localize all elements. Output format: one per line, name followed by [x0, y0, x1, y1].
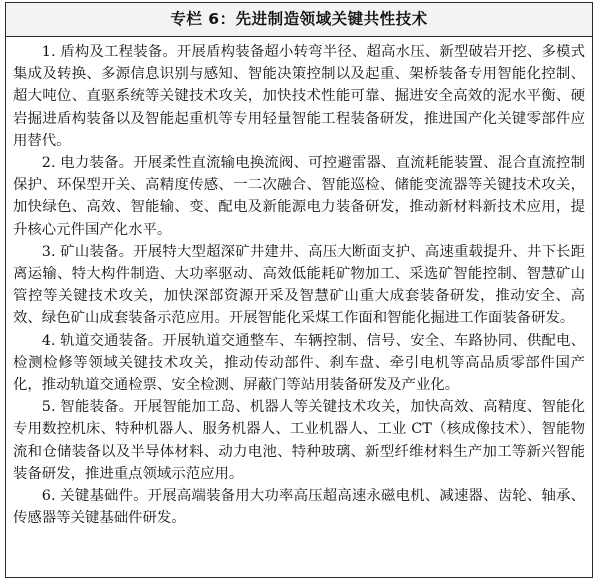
feature-box	[5, 2, 593, 578]
paragraph-power-equipment: 2. 电力装备。开展柔性直流输电换流阀、可控避雷器、直流耗能装置、混合直流控制保护、环保型开关、高精度传感、一二次融合、智能巡检、储能变流器等关键技术攻关，加快绿色、高效、智能输、变、配电及新能源电力装备研发，推动新材料新技术应用，提升核心元件国产化水平。	[13, 155, 585, 238]
box-body	[6, 37, 592, 529]
paragraph-rail-transit: 4. 轨道交通装备。开展轨道交通整车、车辆控制、信号、安全、车路协同、供配电、检测检修等领域关键技术攻关，推动传动部件、刹车盘、牵引电机等高品质零部件国产化，推动轨道交通检票、安全检测、屏蔽门等站用装备研发及产业化。	[13, 332, 585, 394]
box-title: 专栏 6：先进制造领域关键共性技术	[6, 3, 592, 37]
paragraph-shield-tunneling: 1. 盾构及工程装备。开展盾构装备超小转弯半径、超高水压、新型破岩开挖、多模式集成及转换、多源信息识别与感知、智能决策控制以及起重、架桥装备专用智能化控制、超大吨位、直驱系统等关键技术攻关，加快技术性能可靠、掘进安全高效的泥水平衡、硬岩掘进盾构装备以及智能起重机等专用轻量智能工程装备研发，推进国产化关键零部件应用替代。	[13, 44, 585, 149]
paragraph-mining-equipment: 3. 矿山装备。开展特大型超深矿井建井、高压大断面支护、高速重载提升、井下长距离运输、特大构件制造、大功率驱动、高效低能耗矿物加工、采选矿智能控制、智慧矿山管控等关键技术攻关，加快深部资源开采及智慧矿山重大成套装备研发，推动安全、高效、绿色矿山成套装备示范应用。开展智能化采煤工作面和智能化掘进工作面装备研发。	[13, 243, 585, 327]
paragraph-key-components: 6. 关键基础件。开展高端装备用大功率高压超高速永磁电机、减速器、齿轮、轴承、传感器等关键基础件研发。	[13, 488, 585, 527]
paragraph-intelligent-equipment: 5. 智能装备。开展智能加工岛、机器人等关键技术攻关，加快高效、高精度、智能化专用数控机床、特种机器人、服务机器人、工业机器人、工业 CT（核成像技术）、智能物流和仓储装备以及半导体材料、动力电池、特种玻璃、新型纤维材料生产加工等新兴智能装备研发，推进重点领域示范应用。	[13, 399, 585, 482]
